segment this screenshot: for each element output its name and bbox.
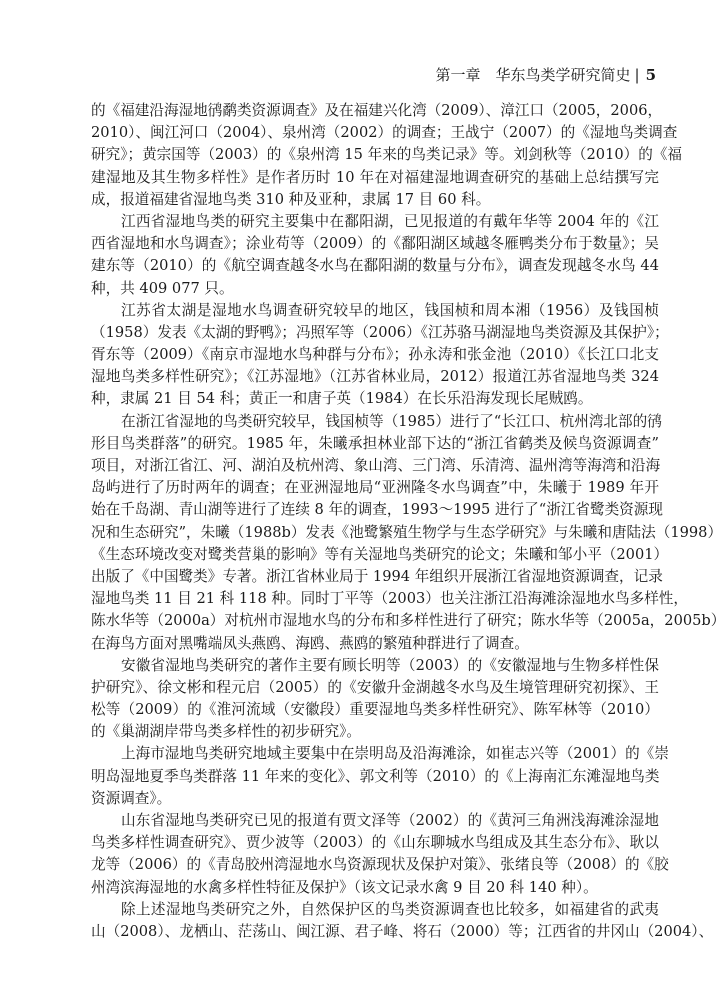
paragraph bbox=[91, 899, 714, 943]
paragraph bbox=[91, 100, 683, 211]
text-line: 的《巢湖湖岸带鸟类多样性的初步研究》。 bbox=[91, 723, 361, 741]
text-line: 龙等（2006）的《青岛胶州湾湿地水鸟资源现状及保护对策》、张绪良等（2008）的《胶 bbox=[91, 856, 669, 874]
text-line: 江西省湿地鸟类的研究主要集中在鄱阳湖，已见报道的有戴年华等 2004 年的《江 bbox=[121, 212, 659, 230]
text-line: 资源调查》。 bbox=[91, 789, 172, 807]
text-line: 建东等（2010）的《航空调查越冬水鸟在鄱阳湖的数量与分布》，调查发现越冬水鸟 44 bbox=[91, 257, 659, 275]
text-line: 山东省湿地鸟类研究已见的报道有贾文泽等（2002）的《黄河三角洲浅海滩涂湿地 bbox=[121, 812, 659, 829]
running-header bbox=[435, 64, 656, 86]
text-line: 岛屿进行了历时两年的调查；在亚洲湿地局“亚洲隆冬水鸟调查”中，朱曦于 1989 年开 bbox=[91, 479, 659, 497]
text-line: 上海市湿地鸟类研究地域主要集中在崇明岛及沿海滩涂，如崔志兴等（2001）的《崇 bbox=[121, 745, 669, 763]
text-line: 2010）、闽江河口（2004）、泉州湾（2002）的调查；王战宁（2007）的《湿地鸟类调查 bbox=[91, 124, 678, 142]
paragraph bbox=[91, 810, 669, 899]
paragraph bbox=[91, 211, 659, 300]
text-line: 在浙江省湿地的鸟类研究较早，钱国桢等（1985）进行了“长江口、杭州湾北部的鸻 bbox=[121, 412, 662, 430]
paragraph bbox=[91, 655, 659, 744]
text-line: 西省湿地和水鸟调查》；涂业苟等（2009）的《鄱阳湖区域越冬雁鸭类分布于数量》；吴 bbox=[91, 235, 659, 253]
paragraph bbox=[91, 743, 669, 810]
text-line: 的《福建沿海湿地鸻鹬类资源调查》及在福建兴化湾（2009）、漳江口（2005，2006， bbox=[91, 102, 663, 119]
paragraph bbox=[91, 411, 725, 655]
header-separator: | bbox=[634, 66, 640, 84]
text-line: 《生态环境改变对鹭类营巢的影响》等有关湿地鸟类研究的论文；朱曦和邹小平（2001） bbox=[91, 545, 669, 563]
text-line: 出版了《中国鹭类》专著。浙江省林业局于 1994 年组织开展浙江省湿地资源调查，记录 bbox=[91, 567, 663, 585]
page-number: 5 bbox=[645, 66, 656, 84]
text-line: 建湿地及其生物多样性》是作者历时 10 年在对福建湿地调查研究的基础上总结撰写完 bbox=[91, 168, 659, 186]
text-line: 明岛湿地夏季鸟类群落 11 年来的变化》、郭文利等（2010）的《上海南汇东滩湿地鸟类 bbox=[91, 767, 660, 785]
text-line: 项目，对浙江省江、河、湖泊及杭州湾、象山湾、三门湾、乐清湾、温州湾等海湾和沿海 bbox=[91, 457, 661, 474]
text-line: 胥东等（2009）《南京市湿地水鸟种群与分布》；孙永涛和张金池（2010）《长江口北支 bbox=[91, 346, 659, 364]
text-line: （1958）发表《太湖的野鸭》；冯照军等（2006）《江苏骆马湖湿地鸟类资源及其保护》； bbox=[91, 323, 669, 341]
text-line: 湿地鸟类多样性研究》；《江苏湿地》（江苏省林业局，2012）报道江苏省湿地鸟类 324 bbox=[91, 368, 659, 386]
text-line: 安徽省湿地鸟类研究的著作主要有顾长明等（2003）的《安徽湿地与生物多样性保 bbox=[121, 656, 659, 674]
body-text bbox=[91, 100, 725, 943]
text-line: 种，隶属 21 目 54 科；黄正一和唐子英（1984）在长乐沿海发现长尾贼鸥。 bbox=[91, 390, 593, 408]
text-line: 研究》；黄宗国等（2003）的《泉州湾 15 年来的鸟类记录》等。刘剑秋等（2010）的《福 bbox=[91, 146, 683, 164]
text-line: 鸟类多样性调查研究》、贾少波等（2003）的《山东聊城水鸟组成及其生态分布》、耿以 bbox=[91, 834, 659, 852]
text-line: 山（2008）、龙栖山、茫荡山、闽江源、君子峰、将石（2000）等；江西省的井冈山（2004）、 bbox=[91, 922, 714, 940]
text-line: 成，报道福建省湿地鸟类 310 种及亚种，隶属 17 目 60 科。 bbox=[91, 190, 491, 208]
text-line: 护研究》、徐文彬和程元启（2005）的《安徽升金湖越冬水鸟及生境管理研究初探》、王 bbox=[91, 678, 659, 696]
chapter-title: 第一章 华东鸟类学研究简史 bbox=[435, 66, 631, 84]
text-line: 在海鸟方面对黑嘴端凤头燕鸥、海鸥、燕鸥的繁殖种群进行了调查。 bbox=[91, 634, 529, 652]
text-line: 始在千岛湖、青山湖等进行了连续 8 年的调查，1993～1995 进行了“浙江省鹭类资源现 bbox=[91, 501, 663, 519]
text-line: 州湾滨海湿地的水禽多样性特征及保护》（该文记录水禽 9 目 20 科 140 种）。 bbox=[91, 878, 598, 896]
text-line: 形目鸟类群落”的研究。1985 年，朱曦承担林业部下达的“浙江省鹤类及候鸟资源调查” bbox=[91, 434, 659, 452]
text-line: 松等（2009）的《淮河流域（安徽段）重要湿地鸟类多样性研究》、陈军林等（2010） bbox=[91, 701, 659, 719]
text-line: 除上述湿地鸟类研究之外，自然保护区的鸟类资源调查也比较多，如福建省的武夷 bbox=[121, 900, 659, 918]
paragraph bbox=[91, 300, 669, 411]
text-line: 陈水华等（2000a）对杭州市湿地水鸟的分布和多样性进行了研究；陈水华等（2005a，2005b） bbox=[91, 612, 725, 630]
text-line: 江苏省太湖是湿地水鸟调查研究较早的地区，钱国桢和周本湘（1956）及钱国桢 bbox=[121, 301, 659, 319]
text-line: 种，共 409 077 只。 bbox=[91, 279, 234, 297]
text-line: 况和生态研究”，朱曦（1988b）发表《池鹭繁殖生物学与生态学研究》与朱曦和唐陆法（1998） bbox=[91, 523, 723, 541]
text-line: 湿地鸟类 11 目 21 科 118 种。同时丁平等（2003）也关注浙江沿海滩涂湿地水鸟多样性， bbox=[91, 590, 688, 608]
